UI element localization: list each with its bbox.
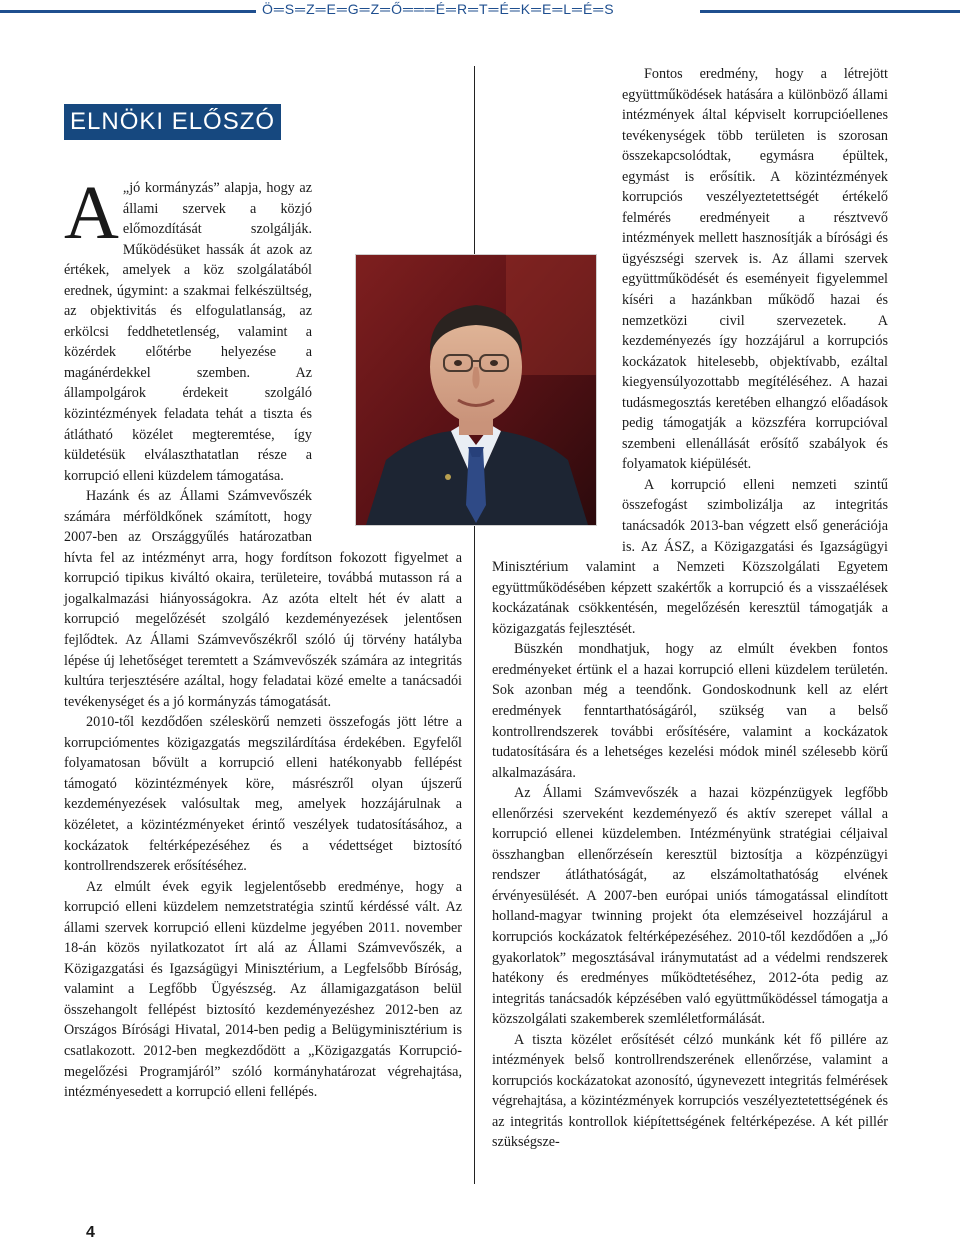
intro-text: „jó kormányzás” alapja, hogy az állami szervek a közjó előmozdítását szolgálják. Működésüket hassák át azok az értékek, amelyek a köz szolgálatából erednek, úgymint: a szakmai felkészültség, az objektivitás és elfogulatlanság, az erkölcsi feddhetetlenség, valamint a közérdek előtérbe helyezése a magánérdekkel szemben. Az állampolgárok érdekeit szolgáló közintézmények feladata tehát a tiszta és átlátható közélet megteremtése, így küldetésük elválaszthatatlan része a korrupció elleni küzdelem támogatása. xyxy=(64,180,312,484)
left-paragraph-4: Az elmúlt évek egyik legjelentősebb eredménye, hogy a korrupció elleni küzdelem nemzetstratégia szintű kérdéssé vált. Az állami szervek korrupció elleni küzdelme jegyében 2011. november 18-án közös nyilatkozatot írt alá az Állami Számvevőszék, a Közigazgatási és Igazságügyi Minisztérium, a Legfelsőbb Bíróság, valamint a Legfőbb Ügyészség. Az államigazgatáson belül összehangolt fellépést biztosító kezdeményezéshez 2012-ben az Országos Bírósági Hivatal, 2014-ben pedig a Belügyminisztérium is csatlakozott. 2012-ben megkezdődött a „Közigazgatás Korrupció-megelőzési Programjáról” szóló kormányhatározat végrehajtása, intézményesedett a korrupció elleni fellépés. xyxy=(64,878,462,1101)
left-paragraph-3: 2010-től kezdődően széleskörű nemzeti összefogás jött létre a korrupciómentes közigazgatás megszilárdítása érdekében. Egyfelől folyamatosan bővült a korrupció elleni hatékonyabb fellépést támogató közintézmények köre, másrészről olyan újszerű kezdeményezések valósultak meg, amelyek hozzájárulnak a közéletet, a közintézményeket érintő veszélyek tudatosításához, a kockázatok feltérképezéséhez és a védettséget biztosító kontrollrendszerek erősítéséhez. xyxy=(64,714,462,875)
right-paragraph-2: A korrupció elleni nemzeti szintű összefogást szimbolizálja az integritás tanácsadók 2013-ban végzett első generációja is. Az ÁSZ, a Közigazgatási és Igazságügyi Minisztérium valamint a Nemzeti Közszolgálati Egyetem együttműködésében képzett szakértők a korrupció és a visszaélések kockázatának csökkentésén, megelőzésén keresztül támogatják a közigazgatás fejlesztését. xyxy=(492,476,888,637)
portrait-wrap-spacer xyxy=(312,178,462,530)
left-paragraph-2: Hazánk és az Állami Számvevőszék számára mérföldkőnek számított, hogy 2007-ben az Országgyűlés határozatban hívta fel az intézményt arra, hogy fordítson fokozott figyelmet a korrupció tipikus kiváltó okaira, területeire, továbbá mutasson rá a jogalkalmazási hiányosságokra. Az azóta eltelt hét év alatt a korrupció megelőzését szolgáló kezdeményezések jelentősen fejlődtek. Az Állami Számvevőszékről szóló új törvény hatályba lépése új lehetőséget teremtett a Számvevőszék számára az integritás kultúra terjesztésére azáltal, hogy feladatai közé emelte a tanácsadói tevékenységet és a jó kormányzás támogatását. xyxy=(64,488,462,710)
running-header-title: Ö═S═Z═E═G═Z═Ő═══É═R═T═É═K═E═L═É═S xyxy=(262,1,615,17)
right-column xyxy=(492,64,888,1192)
right-paragraph-3: Büszkén mondhatjuk, hogy az elmúlt években fontos eredményeket értünk el a hazai korrupció elleni küzdelem területén. Sok azonban még a teendőnk. Gondoskodnunk kell az elért eredmények fenntarthatóságáról, szükség van a belső kontrollrendszerek további erősítésére, valamint a kockázatok tudatosítására és a lehetséges kezelési módok minél szélesebb körű alkalmazására. xyxy=(492,641,888,781)
right-paragraph-4: Az Állami Számvevőszék a hazai közpénzügyek legfőbb ellenőrzési szerveként kezdeményező és aktív szerepet vállal a korrupció ellenei küzdelemben. Intézményünk stratégiai céljaival összhangban ellenőrzéseín keresztül biztosítja a közpénzügyi rendszer átláthatóságát, az elszámoltathatóság elvének érvényesülését. A 2007-ben európai uniós támogatással elindított holland-magyar twinning projekt óta elemzéseivel hozzájárul a korrupciós kockázatok feltérképezéséhez. 2010-től kezdődően a „Jó gyakorlatok” megosztásával iránymutatást ad a védelmi rendszerek hatékony és eredményes működtetéséhez, 2012-óta pedig az integritás tanácsadók képzésében való együttműködéssel támogatja a közszolgálati szakemberek szemléletformálását. xyxy=(492,785,888,1028)
page-number: 4 xyxy=(86,1224,95,1241)
right-paragraph-5: A tiszta közélet erősítését célzó munkánk két fő pillére az intézmények belső kontrollrendszerének ellenőrzése, valamint a korrupciós kockázatokat azonosító, úgynevezett integritás felmérések végrehajtása, a közintézmények korrupciós veszélyeztetettségének és az integritás kontrollok kiépítettségének feltérképezése. A két pillér szükségsze- xyxy=(492,1031,888,1151)
right-paragraph-1: Fontos eredmény, hogy a létrejött együttműködések hatására a különböző állami intézmények által képviselt korrupcióellenes tevékenységek több területen is szorosan összekapcsolódtak, egymásra épültek, egymást is erősítik. A közintézmények korrupciós veszélyeztetettségét értékelő felmérés eredményeit a résztvevő intézmények mellett hasznosítják a bírósági és ügyészségi szervek is. Az állami szervek együttműködését és eseményeit figyelemmel kíséri a hazánkban működő hazai és nemzetközi civil szervezetek. A kezdeményezés így hozzájárul a korrupciós kockázatok hitelesebb, objektívabb, ezáltal kiegyensúlyozottabb megítéléséhez. A hazai tudásmegosztás keretében elhangzó előadások pedig támogatják a közszféra korrupcióval szembeni ellenállását erősítő szabályok és folyamatok kiépülését. xyxy=(622,66,888,473)
column-divider xyxy=(474,66,475,1184)
drop-cap: A xyxy=(64,171,119,255)
portrait-wrap-spacer-right xyxy=(492,212,622,546)
header-rule-left xyxy=(0,10,256,13)
left-column xyxy=(64,171,462,1178)
running-header xyxy=(0,0,960,28)
header-rule-right xyxy=(700,10,960,13)
section-title: ELNÖKI ELŐSZÓ xyxy=(64,104,281,140)
